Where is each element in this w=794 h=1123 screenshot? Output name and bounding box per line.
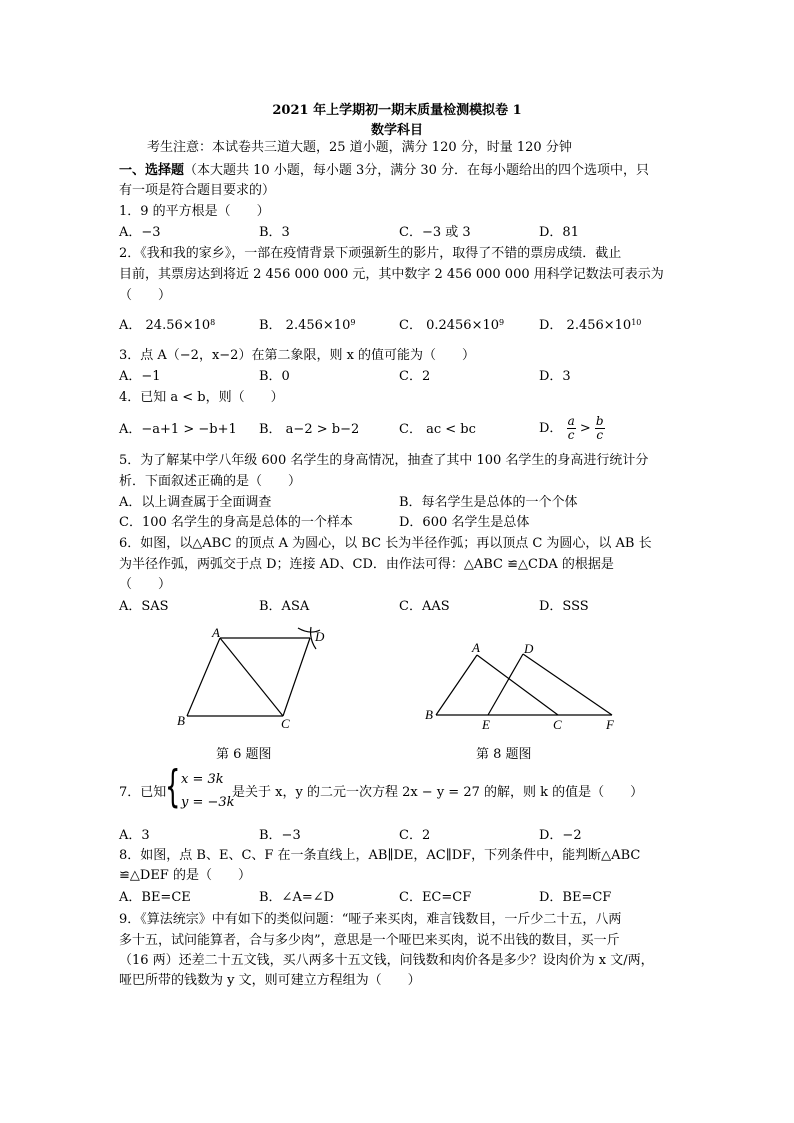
q2-c-exp: 9 — [499, 318, 505, 327]
q8-line1: 8．如图，点 B、E、C、F 在一条直线上，AB∥DE，AC∥DF，下列条件中，能判断△ABC — [119, 848, 641, 863]
q8-option-b: B．∠A=∠D — [259, 890, 335, 905]
q3-option-b: B．0 — [259, 369, 290, 384]
q2-line2: 目前，其票房达到将近 2 456 000 000 元，其中数字 2 456 000 000 用科学记数法可表示为 — [119, 267, 664, 282]
q7-brace: { — [165, 761, 181, 812]
q5-option-a: A．以上调查属于全面调查 — [119, 495, 272, 510]
fig8-label-c: C — [553, 717, 562, 732]
q1-option-a: A．−3 — [119, 225, 161, 240]
q3-stem: 3．点 A（−2，x−2）在第二象限，则 x 的值可能为（ ） — [119, 348, 476, 363]
fig8-label-b: B — [425, 707, 433, 722]
q4-d-frac-left — [567, 415, 576, 442]
q2-b-base: B． 2.456×10 — [259, 318, 351, 333]
q8-option-c: C．EC=CF — [399, 890, 472, 905]
q4-option-a: A．−a+1 > −b+1 — [119, 422, 237, 437]
q4-d-label: D． — [539, 421, 563, 436]
q6-option-b: B．ASA — [259, 599, 310, 614]
q5-line2: 析．下面叙述正确的是（ ） — [119, 474, 302, 489]
q4-d-den-c: c — [567, 428, 575, 442]
q7-option-b: B．−3 — [259, 828, 301, 843]
q6-line3: （ ） — [119, 577, 172, 592]
q2-a-exp: 8 — [210, 318, 216, 327]
figure-8 — [420, 637, 625, 737]
q4-option-b: B． a−2 > b−2 — [259, 422, 360, 437]
q4-d-num-a: a — [567, 414, 575, 428]
q4-option-c: C． ac < bc — [399, 422, 476, 437]
fig6-edge-ab — [187, 638, 220, 716]
q1-option-b: B．3 — [259, 225, 290, 240]
q8-option-a: A．BE=CE — [119, 890, 191, 905]
q6-option-a: A．SAS — [119, 599, 169, 614]
q1-stem: 1．9 的平方根是（ ） — [119, 204, 270, 219]
q3-option-c: C．2 — [399, 369, 431, 384]
q7-option-d: D．−2 — [539, 828, 582, 843]
q7-option-a: A．3 — [119, 828, 150, 843]
fig6-label-a: A — [212, 625, 220, 640]
fig6-label-b: B — [177, 713, 185, 728]
q4-option-d — [539, 410, 605, 448]
q5-option-c: C．100 名学生的身高是总体的一个样本 — [119, 515, 353, 530]
fig8-label-e: E — [482, 717, 490, 732]
q2-option-b — [259, 316, 355, 335]
q5-option-b: B．每名学生是总体的一个个体 — [399, 495, 578, 510]
q9-line1: 9．《算法统宗》中有如下的类似问题：“哑子来买肉，难言钱数目，一斤少二十五，八两 — [119, 912, 622, 927]
fig8-label-d: D — [524, 641, 534, 656]
q7-option-c: C．2 — [399, 828, 431, 843]
fig8-label-a: A — [472, 640, 480, 655]
q2-line1: 2．《我和我的家乡》，一部在疫情背景下顽强新生的影片，取得了不错的票房成绩．截止 — [119, 246, 622, 261]
fig8-label-f: F — [606, 717, 614, 732]
q6-option-d: D．SSS — [539, 599, 589, 614]
q3-option-a: A．−1 — [119, 369, 161, 384]
subject-title: 数学科目 — [370, 123, 423, 138]
q2-line3: （ ） — [119, 288, 172, 303]
q7-post: 是关于 x，y 的二元一次方程 2x − y = 27 的解，则 k 的值是（ ） — [232, 785, 644, 800]
q6-line2: 为半径作弧，两弧交于点 D；连接 AD、CD．由作法可得：△ABC ≌△CDA 的根据是 — [119, 557, 614, 572]
exam-title: 2021 年上学期初一期末质量检测模拟卷 1 — [272, 103, 522, 118]
q7-pre: 7．已知 — [119, 785, 167, 800]
q9-line4: 哑巴所带的钱数为 y 文，则可建立方程组为（ ） — [119, 973, 421, 988]
q2-b-exp: 9 — [350, 318, 356, 327]
q2-option-d — [539, 316, 641, 335]
q8-line2: ≌△DEF 的是（ ） — [119, 868, 251, 883]
fig6-caption: 第 6 题图 — [216, 747, 272, 762]
q6-option-c: C．AAS — [399, 599, 450, 614]
fig6-label-c: C — [281, 716, 290, 731]
q1-option-c: C．−3 或 3 — [399, 225, 471, 240]
q4-d-frac-right — [595, 415, 605, 442]
q9-line2: 多十五，试问能算者，合与多少肉”，意思是一个哑巴来买肉，说不出钱的数目，买一斤 — [119, 933, 620, 948]
q2-option-a — [119, 316, 215, 335]
fig6-label-d: D — [315, 629, 325, 644]
q5-line1: 5．为了解某中学八年级 600 名学生的身高情况，抽查了其中 100 名学生的身高进行统计分 — [119, 453, 649, 468]
q7-eq1: x = 3k — [181, 772, 224, 787]
q2-c-base: C． 0.2456×10 — [399, 318, 500, 333]
section-title: 一、选择题 — [119, 163, 185, 178]
q5-option-d: D．600 名学生是总体 — [399, 515, 530, 530]
q4-d-gt: > — [579, 421, 591, 436]
fig8-edge-ab — [436, 655, 477, 715]
q9-line3: （16 两）还差二十五文钱，买八两多十五文钱，问钱数和肉价各是多少？设肉价为 x 文/两， — [119, 953, 654, 968]
fig6-edge-cd — [283, 638, 310, 716]
fig8-caption: 第 8 题图 — [476, 747, 532, 762]
q3-option-d: D．3 — [539, 369, 571, 384]
q6-line1: 6．如图，以△ABC 的顶点 A 为圆心，以 BC 长为半径作弧；再以顶点 C 为圆心，以 AB 长 — [119, 536, 652, 551]
exam-notice: 考生注意：本试卷共三道大题，25 道小题，满分 120 分，时量 120 分钟 — [147, 140, 572, 155]
q2-option-c — [399, 316, 504, 335]
q8-option-d: D．BE=CF — [539, 890, 612, 905]
q2-a-base: A． 24.56×10 — [119, 318, 211, 333]
section-heading — [119, 161, 649, 180]
figure-6 — [170, 625, 340, 735]
fig8-edge-df — [523, 654, 612, 715]
section-desc-1: （本大题共 10 小题，每小题 3分，满分 30 分．在每小题给出的四个选项中，只 — [184, 163, 650, 178]
q1-option-d: D．81 — [539, 225, 579, 240]
q4-stem: 4．已知 a < b，则（ ） — [119, 390, 284, 405]
q2-d-exp: 10 — [631, 318, 642, 327]
q4-d-den-c2: c — [596, 428, 604, 442]
q2-d-base: D． 2.456×10 — [539, 318, 632, 333]
q4-d-num-b: b — [595, 414, 604, 428]
fig6-edge-ac — [220, 638, 283, 716]
section-desc-2: 有一项是符合题目要求的） — [119, 183, 276, 198]
q7-eq2: y = −3k — [181, 795, 235, 810]
